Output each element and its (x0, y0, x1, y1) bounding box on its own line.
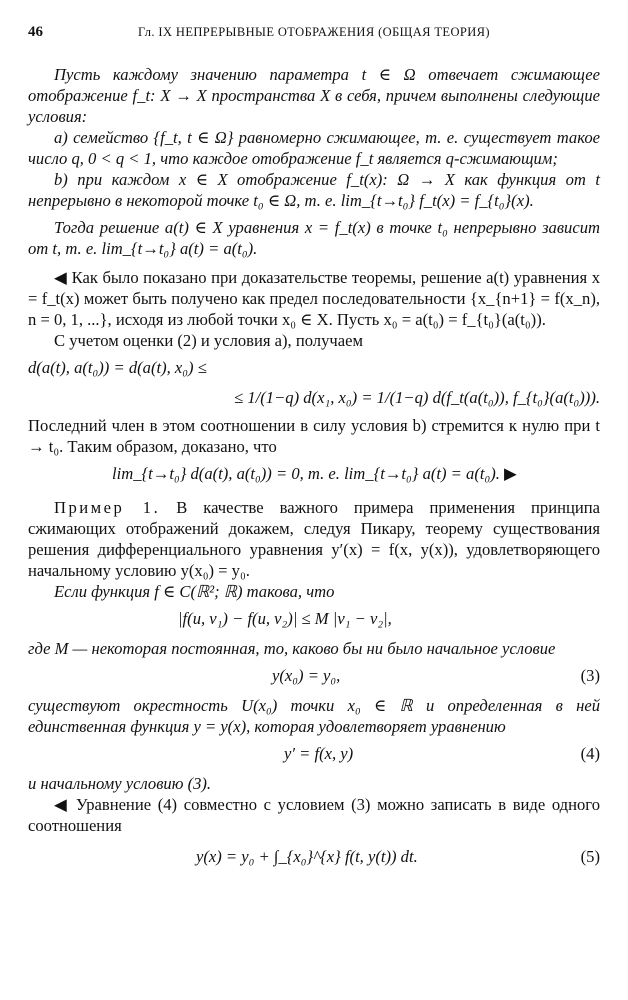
condition-a: a) семейство {f_t, t ∈ Ω} равномерно сжимающее, т. е. существует такое число q, 0 < q < 1, что каждое отображение f_t является q-сжимающим; (28, 128, 600, 168)
example-label: Пример 1. (54, 498, 161, 517)
formula-text: ≤ 1/(1−q) d(x₁, x₀) = 1/(1−q) d(f_t(a(t₀)), f_{t₀}(a(t₀))). (234, 388, 600, 407)
page-number: 46 (28, 24, 43, 40)
theorem-end: и начальному условию (3). (28, 774, 212, 793)
formula-text: y′ = f(x, y) (284, 744, 354, 763)
formula-ode (28, 737, 600, 773)
example-text: В качестве важного примера применения принципа сжимающих отображений докажем, следуя Пикару, теорему существования решения дифференциального уравнения y′(x) = f(x, y(x)), удовлетворяющего начальному условию y(x₀) = y₀. (28, 498, 600, 580)
formula-estimate-line2 (28, 381, 600, 411)
lemma-conclusion: Тогда решение a(t) ∈ X уравнения x = f_t(x) в точке t₀ непрерывно зависит от t, т. е. lim_{t→t₀} a(t) = a(t₀). (28, 218, 600, 258)
formula-text: y(x₀) = y₀, (272, 666, 341, 685)
equation-number: (3) (580, 666, 600, 685)
proof-limit-paragraph: Последний член в этом соотношении в силу условия b) стремится к нулю при t → t₀. Таким образом, доказано, что (28, 416, 600, 456)
proof-paragraph: ◀ Как было показано при доказательстве теоремы, решение a(t) уравнения x = f_t(x) может быть получено как предел последовательности {x_{n+1} = f(x_n), n = 0, 1, ...}, исходя из любой точки x₀ ∈ X. Пусть x₀ = a(t₀) = f_{t₀}(a(t₀)). (28, 268, 600, 329)
formula-estimate-line1 (28, 351, 600, 381)
proof-estimate-intro: С учетом оценки (2) и условия a), получаем (54, 331, 363, 350)
formula-limit (28, 457, 600, 493)
formula-text: |f(u, v₁) − f(u, v₂)| ≤ M |v₁ − v₂|, (178, 609, 392, 628)
equation-number: (4) (580, 744, 600, 763)
condition-b: b) при каждом x ∈ X отображение f_t(x): Ω → X как функция от t непрерывно в некоторой точке t₀ ∈ Ω, т. е. lim_{t→t₀} f_t(x) = f_{t₀}(x). (28, 170, 600, 210)
example-paragraph (28, 497, 600, 581)
running-head: Гл. IX НЕПРЕРЫВНЫЕ ОТОБРАЖЕНИЯ (ОБЩАЯ ТЕОРИЯ) (138, 25, 490, 39)
theorem-existence: существуют окрестность U(x₀) точки x₀ ∈ ℝ и определенная в ней единственная функция y = y(x), которая удовлетворяет уравнению (28, 696, 600, 736)
formula-text: lim_{t→t₀} d(a(t), a(t₀)) = 0, т. е. lim_{t→t₀} a(t) = a(t₀). ▶ (112, 464, 517, 483)
theorem-statement: Если функция f ∈ C(ℝ²; ℝ) такова, что (54, 582, 335, 601)
proof-start: ◀ Уравнение (4) совместно с условием (3) можно записать в виде одного соотношения (28, 795, 600, 835)
page-header (28, 22, 600, 42)
equation-number: (5) (580, 847, 600, 866)
formula-text: y(x) = y₀ + ∫_{x₀}^{x} f(t, y(t)) dt. (196, 847, 418, 866)
formula-integral (28, 836, 600, 876)
formula-initial-condition (28, 659, 600, 695)
theorem-statement-cont: где M — некоторая постоянная, то, каково бы ни было начальное условие (28, 639, 556, 658)
formula-text: d(a(t), a(t₀)) = d(a(t), x₀) ≤ (28, 358, 207, 377)
page-body (28, 64, 600, 876)
lemma-statement: Пусть каждому значению параметра t ∈ Ω отвечает сжимающее отображение f_t: X → X пространства X в себя, причем выполнены следующие условия: (28, 65, 600, 126)
formula-lipschitz (28, 602, 600, 638)
